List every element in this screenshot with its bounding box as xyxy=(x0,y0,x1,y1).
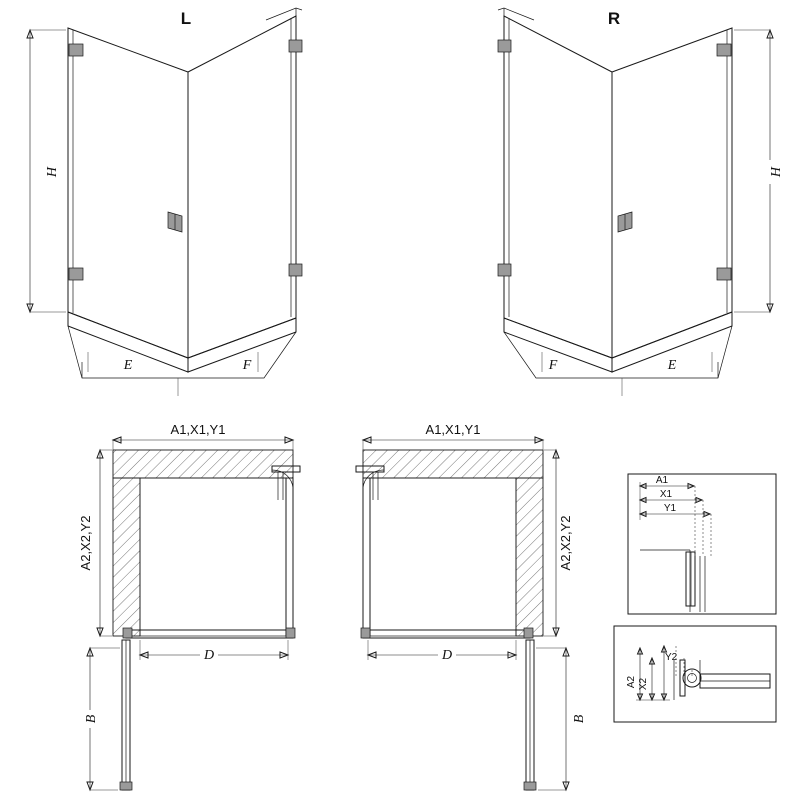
dimension-label-A1X1Y1-left: A1,X1,Y1 xyxy=(170,422,226,437)
dimension-label-E-right: E xyxy=(667,358,677,373)
plan-view-right xyxy=(356,420,587,790)
detail-label-X2: X2 xyxy=(638,677,649,691)
dimension-label-H-left: H xyxy=(45,166,60,178)
dimension-label-A2X2Y2-right: A2,X2,Y2 xyxy=(558,515,573,571)
detail-label-X1: X1 xyxy=(659,489,673,500)
dimension-label-F-left: F xyxy=(242,358,252,373)
dimension-label-B-right: B xyxy=(572,714,587,724)
detail-label-A1: A1 xyxy=(655,475,669,486)
handing-label-right: R xyxy=(607,9,621,28)
handing-label-left: L xyxy=(180,9,192,28)
perspective-view-right xyxy=(498,8,784,396)
plan-view-left xyxy=(78,420,300,790)
dimension-label-D-left: D xyxy=(203,648,215,663)
dimension-label-E-left: E xyxy=(123,358,133,373)
detail-label-Y1: Y1 xyxy=(663,503,677,514)
detail-view-bottom xyxy=(614,626,776,722)
dimension-label-F-right: F xyxy=(548,358,558,373)
detail-label-Y2: Y2 xyxy=(665,652,678,663)
dimension-label-A1X1Y1-right: A1,X1,Y1 xyxy=(425,422,481,437)
detail-view-top xyxy=(628,474,776,614)
dimension-label-D-right: D xyxy=(441,648,453,663)
dimension-label-B-left: B xyxy=(84,714,99,724)
dimension-label-A2X2Y2-left: A2,X2,Y2 xyxy=(78,515,93,571)
perspective-view-left xyxy=(27,8,302,396)
detail-label-A2: A2 xyxy=(626,675,637,689)
dimension-label-H-right: H xyxy=(769,166,784,178)
